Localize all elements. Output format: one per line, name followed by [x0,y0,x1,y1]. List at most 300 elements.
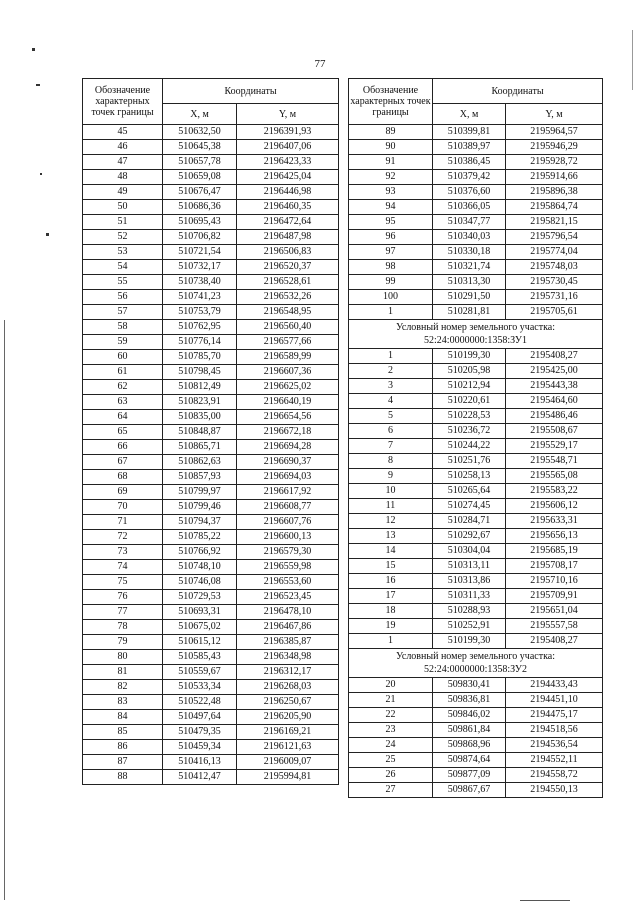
point-id: 10 [349,484,433,499]
y-coordinate: 2196589,99 [237,350,339,365]
y-coordinate: 2195583,22 [506,484,603,499]
y-coordinate: 2196009,07 [237,755,339,770]
y-coordinate: 2196559,98 [237,560,339,575]
y-coordinate: 2196694,03 [237,470,339,485]
x-coordinate: 510732,17 [163,260,237,275]
point-id: 62 [83,380,163,395]
page-number: 77 [314,58,326,70]
y-coordinate: 2195914,66 [506,170,603,185]
x-coordinate: 510766,92 [163,545,237,560]
x-coordinate: 510799,97 [163,485,237,500]
point-id: 19 [349,619,433,634]
y-coordinate: 2196460,35 [237,200,339,215]
point-id: 49 [83,185,163,200]
table-row [349,574,603,589]
y-coordinate: 2194558,72 [506,768,603,783]
y-coordinate: 2196560,40 [237,320,339,335]
y-coordinate: 2194475,17 [506,708,603,723]
x-coordinate: 510212,94 [433,379,506,394]
point-id: 72 [83,530,163,545]
y-coordinate: 2194552,11 [506,753,603,768]
x-coordinate: 510313,11 [433,559,506,574]
table-row [83,485,339,500]
y-coordinate: 2195710,16 [506,574,603,589]
point-id: 55 [83,275,163,290]
table-row [349,275,603,290]
y-coordinate: 2195548,71 [506,454,603,469]
x-coordinate: 510366,05 [433,200,506,215]
point-id: 69 [83,485,163,500]
table-row [83,470,339,485]
y-coordinate: 2196407,06 [237,140,339,155]
scan-speck [40,173,42,175]
y-coordinate: 2194536,54 [506,738,603,753]
y-coordinate: 2196548,95 [237,305,339,320]
x-coordinate: 510615,12 [163,635,237,650]
y-coordinate: 2195928,72 [506,155,603,170]
y-coordinate: 2196690,37 [237,455,339,470]
table-row [83,440,339,455]
x-coordinate: 510835,00 [163,410,237,425]
coordinates-table-left [82,78,339,785]
table-row [83,425,339,440]
x-coordinate: 510686,36 [163,200,237,215]
table-row [349,678,603,693]
point-id: 77 [83,605,163,620]
table-row [83,755,339,770]
x-coordinate: 510776,14 [163,335,237,350]
point-id: 96 [349,230,433,245]
table-row [83,635,339,650]
point-id: 65 [83,425,163,440]
point-id: 93 [349,185,433,200]
point-id: 6 [349,424,433,439]
point-id: 61 [83,365,163,380]
coordinates-table-right [348,78,603,798]
x-coordinate: 510746,08 [163,575,237,590]
y-coordinate: 2196169,21 [237,725,339,740]
y-coordinate: 2196268,03 [237,680,339,695]
table-row [349,619,603,634]
x-coordinate: 510274,45 [433,499,506,514]
point-id: 58 [83,320,163,335]
point-id: 60 [83,350,163,365]
y-coordinate: 2196617,92 [237,485,339,500]
table-row [83,260,339,275]
scan-speck [32,48,35,51]
x-coordinate: 510522,48 [163,695,237,710]
y-coordinate: 2196478,10 [237,605,339,620]
x-coordinate: 510794,37 [163,515,237,530]
table-row [83,155,339,170]
y-coordinate: 2195408,27 [506,634,603,649]
table-row [349,125,603,140]
point-id: 46 [83,140,163,155]
y-coordinate: 2195633,31 [506,514,603,529]
point-id: 82 [83,680,163,695]
point-id: 79 [83,635,163,650]
table-row [83,170,339,185]
table-row [349,634,603,649]
x-coordinate: 510386,45 [433,155,506,170]
x-coordinate: 510389,97 [433,140,506,155]
table-row [349,484,603,499]
x-coordinate: 510585,43 [163,650,237,665]
parcel-number-label: Условный номер земельного участка: 52:24:0000000:1358:ЗУ2 [349,649,603,678]
scan-edge-line [520,900,570,901]
y-coordinate: 2194518,56 [506,723,603,738]
table-row [349,185,603,200]
point-id: 21 [349,693,433,708]
table-row [83,215,339,230]
y-coordinate: 2196121,63 [237,740,339,755]
x-coordinate: 510798,45 [163,365,237,380]
y-coordinate: 2195408,27 [506,349,603,364]
table-row [349,245,603,260]
point-id: 24 [349,738,433,753]
y-coordinate: 2194433,43 [506,678,603,693]
x-coordinate: 509846,02 [433,708,506,723]
parcel-number-label: Условный номер земельного участка: 52:24:0000000:1358:ЗУ1 [349,320,603,349]
x-coordinate: 510220,61 [433,394,506,409]
x-coordinate: 510412,47 [163,770,237,785]
x-coordinate: 510281,81 [433,305,506,320]
y-coordinate: 2195821,15 [506,215,603,230]
x-coordinate: 510823,91 [163,395,237,410]
scan-speck [36,84,40,86]
x-coordinate: 510252,91 [433,619,506,634]
table-row [349,349,603,364]
point-id: 1 [349,349,433,364]
x-coordinate: 510748,10 [163,560,237,575]
x-coordinate: 510848,87 [163,425,237,440]
x-header: X, м [433,104,506,125]
table-row [83,545,339,560]
point-id: 83 [83,695,163,710]
point-id: 51 [83,215,163,230]
point-id: 64 [83,410,163,425]
table-row [83,680,339,695]
x-coordinate: 510785,22 [163,530,237,545]
table-row [83,590,339,605]
x-coordinate: 510304,04 [433,544,506,559]
point-id: 90 [349,140,433,155]
point-id: 54 [83,260,163,275]
x-coordinate: 509877,09 [433,768,506,783]
table-row [83,740,339,755]
table-row [83,140,339,155]
y-coordinate: 2195508,67 [506,424,603,439]
point-id: 87 [83,755,163,770]
x-coordinate: 509861,84 [433,723,506,738]
table-row [83,725,339,740]
table-row [349,514,603,529]
table-row [349,768,603,783]
table-row [83,575,339,590]
right-table-body [349,125,603,798]
y-coordinate: 2196425,04 [237,170,339,185]
point-id: 59 [83,335,163,350]
table-row [349,260,603,275]
y-coordinate: 2196607,76 [237,515,339,530]
y-coordinate: 2196579,30 [237,545,339,560]
table-row [83,320,339,335]
table-row [349,783,603,798]
table-row [349,424,603,439]
x-coordinate: 510706,82 [163,230,237,245]
x-coordinate: 510379,42 [433,170,506,185]
y-coordinate: 2195964,57 [506,125,603,140]
y-coordinate: 2196523,45 [237,590,339,605]
point-id: 97 [349,245,433,260]
point-id: 5 [349,409,433,424]
table-row [83,515,339,530]
y-coordinate: 2195709,91 [506,589,603,604]
table-row [83,560,339,575]
y-header: Y, м [237,104,339,125]
point-id: 99 [349,275,433,290]
point-id: 84 [83,710,163,725]
point-id: 17 [349,589,433,604]
table-row [83,770,339,785]
table-row [349,170,603,185]
x-coordinate: 510865,71 [163,440,237,455]
table-row [83,650,339,665]
x-coordinate: 510695,43 [163,215,237,230]
x-coordinate: 510632,50 [163,125,237,140]
x-header: X, м [163,104,237,125]
y-coordinate: 2195486,46 [506,409,603,424]
scan-edge-line [632,30,633,90]
y-coordinate: 2195529,17 [506,439,603,454]
x-coordinate: 510251,76 [433,454,506,469]
x-coordinate: 509867,67 [433,783,506,798]
table-row [349,604,603,619]
y-coordinate: 2196600,13 [237,530,339,545]
table-row [83,605,339,620]
point-id: 2 [349,364,433,379]
x-coordinate: 510459,34 [163,740,237,755]
table-row [349,379,603,394]
table-row [349,559,603,574]
table-row [349,200,603,215]
table-row [83,125,339,140]
y-coordinate: 2195896,38 [506,185,603,200]
x-coordinate: 510340,03 [433,230,506,245]
y-coordinate: 2196532,26 [237,290,339,305]
x-coordinate: 510721,54 [163,245,237,260]
x-coordinate: 510313,30 [433,275,506,290]
point-id: 47 [83,155,163,170]
point-id: 14 [349,544,433,559]
y-coordinate: 2196553,60 [237,575,339,590]
point-id: 88 [83,770,163,785]
table-row [349,723,603,738]
y-coordinate: 2195557,58 [506,619,603,634]
table-row [349,499,603,514]
coordinates-header: Координаты [433,79,603,104]
point-id: 78 [83,620,163,635]
table-row [83,395,339,410]
point-id: 92 [349,170,433,185]
table-row [83,695,339,710]
table-row [83,350,339,365]
point-id: 80 [83,650,163,665]
table-row [83,335,339,350]
point-id: 22 [349,708,433,723]
y-coordinate: 2196487,98 [237,230,339,245]
section-row [349,320,603,349]
point-id: 11 [349,499,433,514]
table-row [83,365,339,380]
y-coordinate: 2196250,67 [237,695,339,710]
point-id: 26 [349,768,433,783]
x-coordinate: 510284,71 [433,514,506,529]
x-coordinate: 510199,30 [433,634,506,649]
coordinates-header: Координаты [163,79,339,104]
table-row [349,230,603,245]
point-id: 16 [349,574,433,589]
point-id: 56 [83,290,163,305]
y-coordinate: 2195796,54 [506,230,603,245]
y-coordinate: 2196391,93 [237,125,339,140]
point-id: 94 [349,200,433,215]
table-row [349,753,603,768]
y-coordinate: 2195443,38 [506,379,603,394]
x-coordinate: 510313,86 [433,574,506,589]
point-id: 50 [83,200,163,215]
y-coordinate: 2196467,86 [237,620,339,635]
point-id: 76 [83,590,163,605]
x-coordinate: 510399,81 [433,125,506,140]
y-coordinate: 2196694,28 [237,440,339,455]
y-coordinate: 2196446,98 [237,185,339,200]
x-coordinate: 510693,31 [163,605,237,620]
y-coordinate: 2194451,10 [506,693,603,708]
x-coordinate: 510762,95 [163,320,237,335]
left-table-body [83,125,339,785]
point-id: 53 [83,245,163,260]
table-row [83,230,339,245]
y-coordinate: 2195731,16 [506,290,603,305]
point-id: 27 [349,783,433,798]
scan-edge-line [4,320,5,900]
section-row [349,649,603,678]
x-coordinate: 510533,34 [163,680,237,695]
x-coordinate: 510857,93 [163,470,237,485]
point-id: 91 [349,155,433,170]
y-coordinate: 2195656,13 [506,529,603,544]
y-coordinate: 2196348,98 [237,650,339,665]
y-coordinate: 2195651,04 [506,604,603,619]
y-coordinate: 2196528,61 [237,275,339,290]
x-coordinate: 510205,98 [433,364,506,379]
y-coordinate: 2196312,17 [237,665,339,680]
point-id: 18 [349,604,433,619]
point-id: 45 [83,125,163,140]
point-id: 73 [83,545,163,560]
point-id: 52 [83,230,163,245]
y-coordinate: 2195464,60 [506,394,603,409]
x-coordinate: 510729,53 [163,590,237,605]
x-coordinate: 510311,33 [433,589,506,604]
point-id: 25 [349,753,433,768]
x-coordinate: 510785,70 [163,350,237,365]
y-coordinate: 2195565,08 [506,469,603,484]
table-row [349,454,603,469]
x-coordinate: 509836,81 [433,693,506,708]
y-coordinate: 2196520,37 [237,260,339,275]
point-id: 1 [349,634,433,649]
point-id: 8 [349,454,433,469]
x-coordinate: 510479,35 [163,725,237,740]
x-coordinate: 510799,46 [163,500,237,515]
point-id: 23 [349,723,433,738]
x-coordinate: 510738,40 [163,275,237,290]
table-row [349,708,603,723]
table-row [83,185,339,200]
table-row [83,455,339,470]
x-coordinate: 510559,67 [163,665,237,680]
table-row [349,469,603,484]
table-row [83,380,339,395]
point-id: 63 [83,395,163,410]
y-coordinate: 2196423,33 [237,155,339,170]
point-id: 81 [83,665,163,680]
point-id: 13 [349,529,433,544]
x-coordinate: 510244,22 [433,439,506,454]
point-id: 71 [83,515,163,530]
point-id: 4 [349,394,433,409]
point-id: 9 [349,469,433,484]
y-coordinate: 2196506,83 [237,245,339,260]
x-coordinate: 510288,93 [433,604,506,619]
y-coordinate: 2195708,17 [506,559,603,574]
y-coordinate: 2196205,90 [237,710,339,725]
table-row [349,394,603,409]
table-row [83,500,339,515]
x-coordinate: 510236,72 [433,424,506,439]
x-coordinate: 510753,79 [163,305,237,320]
table-row [349,305,603,320]
point-id: 20 [349,678,433,693]
y-coordinate: 2196472,64 [237,215,339,230]
y-coordinate: 2194550,13 [506,783,603,798]
point-id: 74 [83,560,163,575]
point-id: 12 [349,514,433,529]
table-row [349,738,603,753]
table-row [83,305,339,320]
point-id: 7 [349,439,433,454]
y-header: Y, м [506,104,603,125]
point-id: 100 [349,290,433,305]
table-row [349,529,603,544]
x-coordinate: 510376,60 [433,185,506,200]
x-coordinate: 510497,64 [163,710,237,725]
table-row [349,364,603,379]
x-coordinate: 510645,38 [163,140,237,155]
y-coordinate: 2195748,03 [506,260,603,275]
point-id: 85 [83,725,163,740]
point-id: 3 [349,379,433,394]
y-coordinate: 2195864,74 [506,200,603,215]
x-coordinate: 509868,96 [433,738,506,753]
point-id: 70 [83,500,163,515]
table-row [83,665,339,680]
scan-speck [46,233,49,236]
x-coordinate: 510675,02 [163,620,237,635]
point-header: Обозначение характерных точек границы [349,79,433,125]
